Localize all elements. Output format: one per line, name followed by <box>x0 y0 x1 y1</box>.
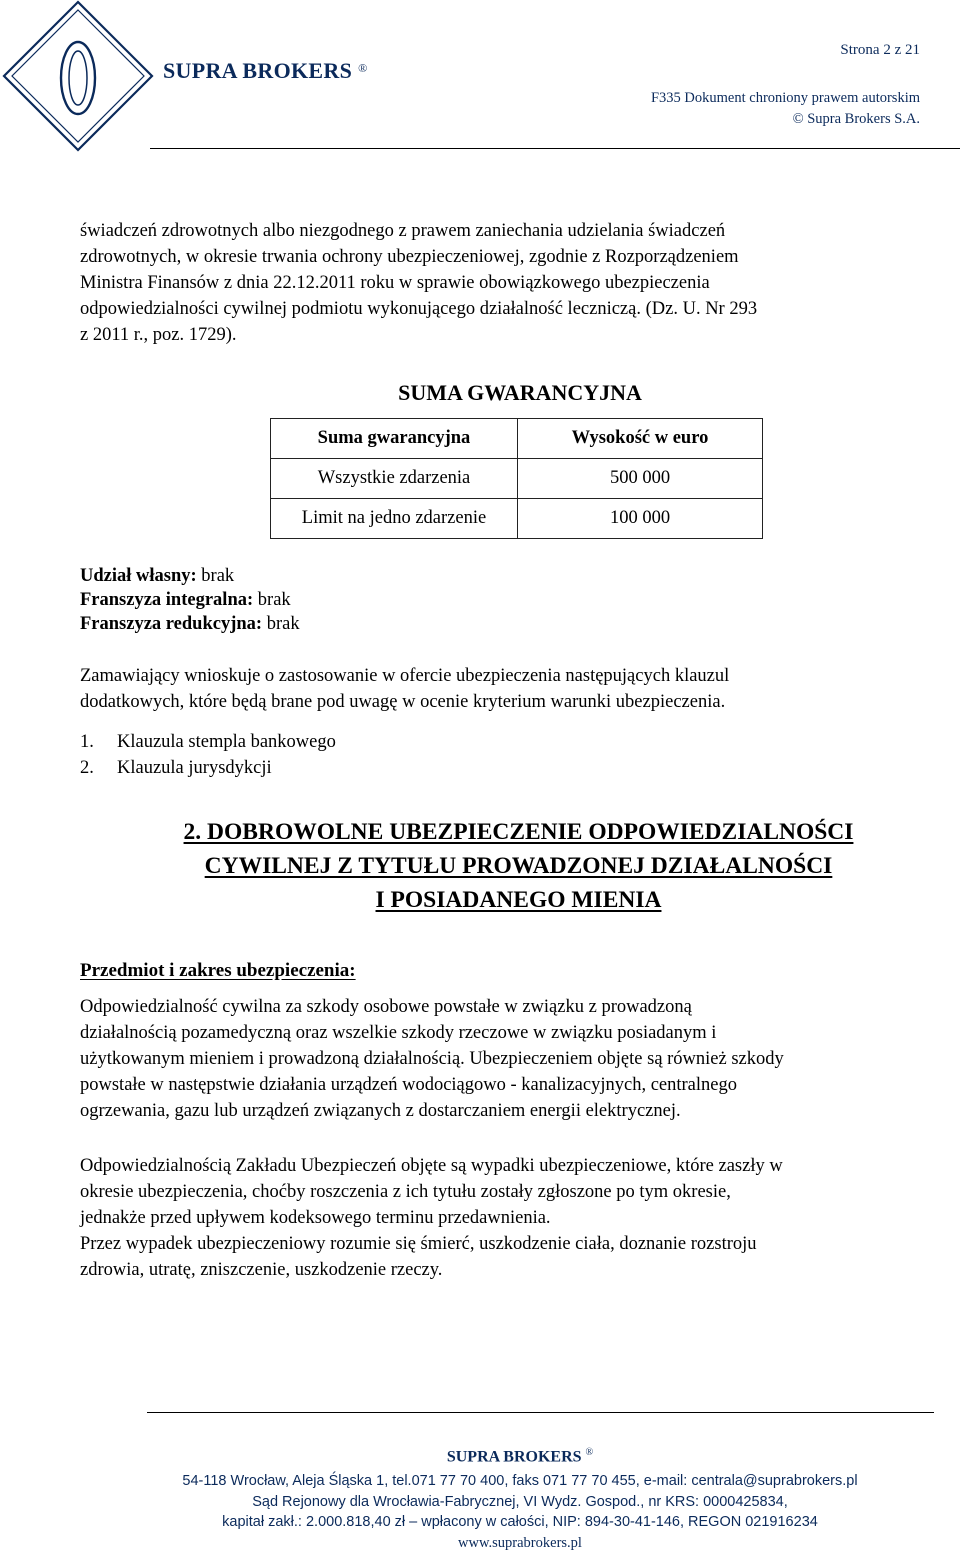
section-heading-line <box>80 849 957 883</box>
footer-brand-name: SUPRA BROKERS <box>446 1448 582 1466</box>
table-row <box>271 459 763 499</box>
paragraph-line: jednakże przed upływem kodeksowego terminu przedawnienia. <box>80 1208 551 1228</box>
paragraph-line: zdrowia, utratę, zniszczenie, uszkodzenie rzeczy. <box>80 1260 443 1280</box>
table-cell: 500 000 <box>518 459 763 499</box>
body-paragraph-3 <box>80 1231 957 1283</box>
section-heading-text: 2. DOBROWOLNE UBEZPIECZENIE ODPOWIEDZIALNOŚCI <box>183 819 854 845</box>
table-cell: 100 000 <box>518 499 763 539</box>
guarantee-table <box>270 418 763 539</box>
footer-divider <box>147 1412 934 1413</box>
deductible-label: Franszyza redukcyjna: <box>80 614 263 634</box>
paragraph-line: zdrowotnych, w okresie trwania ochrony ubezpieczeniowej, zgodnie z Rozporządzeniem <box>80 247 739 267</box>
registered-mark: ® <box>358 61 368 75</box>
clauses-paragraph <box>80 664 957 715</box>
footer-address: 54-118 Wrocław, Aleja Śląska 1, tel.071 77 70 400, faks 071 77 70 455, e-mail: centrala@suprabrokers.pl <box>182 1473 858 1489</box>
paragraph-line: działalnością pozamedyczną oraz wszelkie szkody rzeczowe w związku posiadanym i <box>80 1023 717 1043</box>
table-cell: Limit na jedno zdarzenie <box>271 499 518 539</box>
intro-paragraph <box>80 218 957 348</box>
header-brand-name: SUPRA BROKERS <box>163 58 353 83</box>
paragraph-line: dodatkowych, które będą brane pod uwagę w ocenie kryterium warunki ubezpieczenia. <box>80 691 726 712</box>
section-heading <box>80 815 957 917</box>
list-item-number: 1. <box>80 732 94 752</box>
deductibles <box>80 564 300 636</box>
document-copyright-notice: F335 Dokument chroniony prawem autorskim <box>650 90 920 106</box>
section-heading-text: I POSIADANEGO MIENIA <box>375 887 662 913</box>
paragraph-line: okresie ubezpieczenia, choćby roszczenia z ich tytułu zostały zgłoszone po tym okresie, <box>80 1182 731 1202</box>
paragraph-line: świadczeń zdrowotnych albo niezgodnego z prawem zaniechania udzielania świadczeń <box>80 221 726 241</box>
footer-brand <box>0 1447 960 1466</box>
deductible-label: Franszyza integralna: <box>80 590 254 610</box>
paragraph-line: Odpowiedzialnością Zakładu Ubezpieczeń objęte są wypadki ubezpieczeniowe, które zaszły w <box>80 1156 783 1176</box>
document-id <box>651 88 920 130</box>
page-number: Strona 2 z 21 <box>840 42 920 58</box>
paragraph-line: ogrzewania, gazu lub urządzeń związanych z dostarczaniem energii elektrycznej. <box>80 1101 681 1121</box>
section-heading-text: CYWILNEJ Z TYTUŁU PROWADZONEJ DZIAŁALNOŚCI <box>204 853 833 879</box>
table-header-cell: Wysokość w euro <box>518 419 763 459</box>
section-heading-line <box>80 883 957 917</box>
list-item <box>80 755 336 781</box>
table-header-cell: Suma gwarancyjna <box>271 419 518 459</box>
header-brand <box>163 58 368 84</box>
paragraph-line: powstałe w następstwie działania urządzeń wodociągowo - kanalizacyjnych, centralnego <box>80 1075 737 1095</box>
list-item <box>80 729 336 755</box>
list-item-text: Klauzula jurysdykcji <box>117 758 272 778</box>
header-divider <box>150 148 960 149</box>
footer-court-registration: Sąd Rejonowy dla Wrocławia-Fabrycznej, VI Wydz. Gospod., nr KRS: 0000425834, <box>252 1493 788 1510</box>
paragraph-line: Zamawiający wnioskuje o zastosowanie w ofercie ubezpieczenia następujących klauzul <box>80 666 730 686</box>
guarantee-table-title: SUMA GWARANCYJNA <box>398 380 642 405</box>
section-heading-line <box>80 815 957 849</box>
paragraph-line: z 2011 r., poz. 1729). <box>80 325 237 345</box>
deductible-own-share <box>80 564 300 588</box>
paragraph-line: użytkowanym mieniem i prowadzoną działalnością. Ubezpieczeniem objęte są również szkody <box>80 1049 784 1069</box>
footer-capital-tax-ids: kapitał zakł.: 2.000.818,40 zł – wpłacony w całości, NIP: 894-30-41-146, REGON 021916234 <box>222 1514 818 1530</box>
table-cell: Wszystkie zdarzenia <box>271 459 518 499</box>
deductible-integral-franchise <box>80 588 300 612</box>
deductible-label: Udział własny: <box>80 566 197 586</box>
paragraph-line: Przez wypadek ubezpieczeniowy rozumie się śmierć, uszkodzenie ciała, doznanie rozstroju <box>80 1234 757 1254</box>
paragraph-line: Odpowiedzialność cywilna za szkody osobowe powstałe w związku z prowadzoną <box>80 997 692 1017</box>
paragraph-line: odpowiedzialności cywilnej podmiotu wykonującego działalność leczniczą. (Dz. U. Nr 293 <box>80 299 758 319</box>
footer-registered-mark: ® <box>585 1447 594 1458</box>
footer-details <box>0 1471 960 1553</box>
paragraph-line: Ministra Finansów z dnia 22.12.2011 roku w sprawie obowiązkowego ubezpieczenia <box>80 273 710 293</box>
body-paragraph-1 <box>80 994 957 1124</box>
supra-brokers-logo-icon <box>0 0 165 165</box>
document-copyright-owner: © Supra Brokers S.A. <box>792 111 920 127</box>
body-paragraph-2 <box>80 1153 957 1231</box>
deductible-value: brak <box>266 614 300 634</box>
deductible-reducing-franchise <box>80 612 300 636</box>
deductible-value: brak <box>257 590 291 610</box>
deductible-value: brak <box>201 566 235 586</box>
table-header-row <box>271 419 763 459</box>
table-row <box>271 499 763 539</box>
clauses-list <box>80 729 336 781</box>
footer-website-link[interactable]: www.suprabrokers.pl <box>458 1534 582 1551</box>
subject-heading: Przedmiot i zakres ubezpieczenia: <box>80 960 356 981</box>
list-item-text: Klauzula stempla bankowego <box>117 732 336 752</box>
list-item-number: 2. <box>80 758 94 778</box>
